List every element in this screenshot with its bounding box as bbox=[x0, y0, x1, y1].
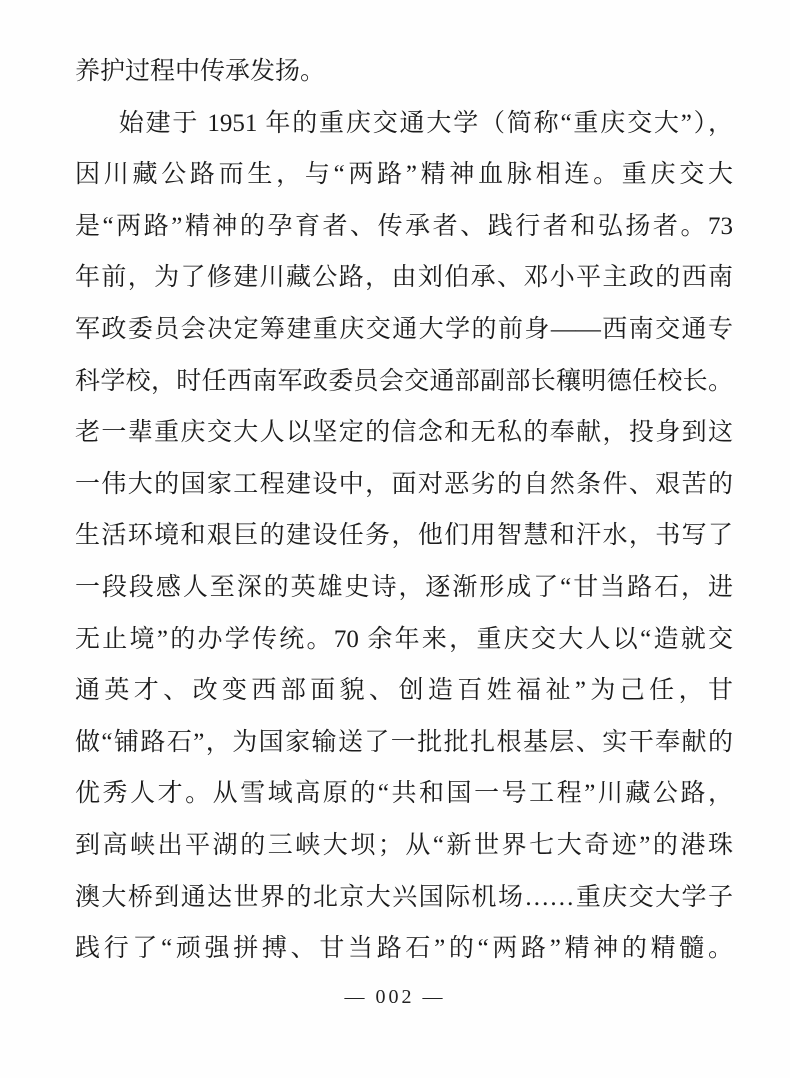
page-number: — 002 — bbox=[344, 986, 446, 1008]
text-line: 养护过程中传承发扬。 bbox=[75, 58, 326, 85]
text-line: 因川藏公路而生，与“两路”精神血脉相连。重庆交大 bbox=[75, 161, 733, 189]
text-line: 践行了“顽强拼搏、甘当路石”的“两路”精神的精髓。 bbox=[75, 935, 733, 963]
text-line: 年前，为了修建川藏公路，由刘伯承、邓小平主政的西南 bbox=[75, 264, 733, 292]
text-line: 军政委员会决定筹建重庆交通大学的前身——西南交通专 bbox=[75, 315, 733, 343]
text-line: 到高峡出平湖的三峡大坝；从“新世界七大奇迹”的港珠 bbox=[75, 831, 733, 859]
text-line: 生活环境和艰巨的建设任务，他们用智慧和汗水，书写了 bbox=[75, 522, 733, 550]
text-line: 通英才、改变西部面貌、创造百姓福祉”为己任，甘 bbox=[75, 677, 733, 705]
text-line: 优秀人才。从雪域高原的“共和国一号工程”川藏公路， bbox=[75, 780, 733, 808]
text-line: 做“铺路石”，为国家输送了一批批扎根基层、实干奉献的 bbox=[75, 728, 733, 756]
text-line: 科学校，时任西南军政委员会交通部副部长穰明德任校长。 bbox=[75, 367, 733, 395]
text-line: 一伟大的国家工程建设中，面对恶劣的自然条件、艰苦的 bbox=[75, 470, 733, 498]
text-line: 一段段感人至深的英雄史诗，逐渐形成了“甘当路石，进 bbox=[75, 573, 733, 601]
text-line: 始建于 1951 年的重庆交通大学（简称“重庆交大”）， bbox=[118, 109, 733, 137]
text-line: 无止境”的办学传统。70 余年来，重庆交大人以“造就交 bbox=[75, 625, 733, 653]
text-line: 老一辈重庆交大人以坚定的信念和无私的奉献，投身到这 bbox=[75, 419, 733, 447]
body-text bbox=[75, 46, 733, 975]
text-line: 澳大桥到通达世界的北京大兴国际机场……重庆交大学子 bbox=[75, 883, 733, 911]
text-line: 是“两路”精神的孕育者、传承者、践行者和弘扬者。73 bbox=[75, 212, 733, 240]
